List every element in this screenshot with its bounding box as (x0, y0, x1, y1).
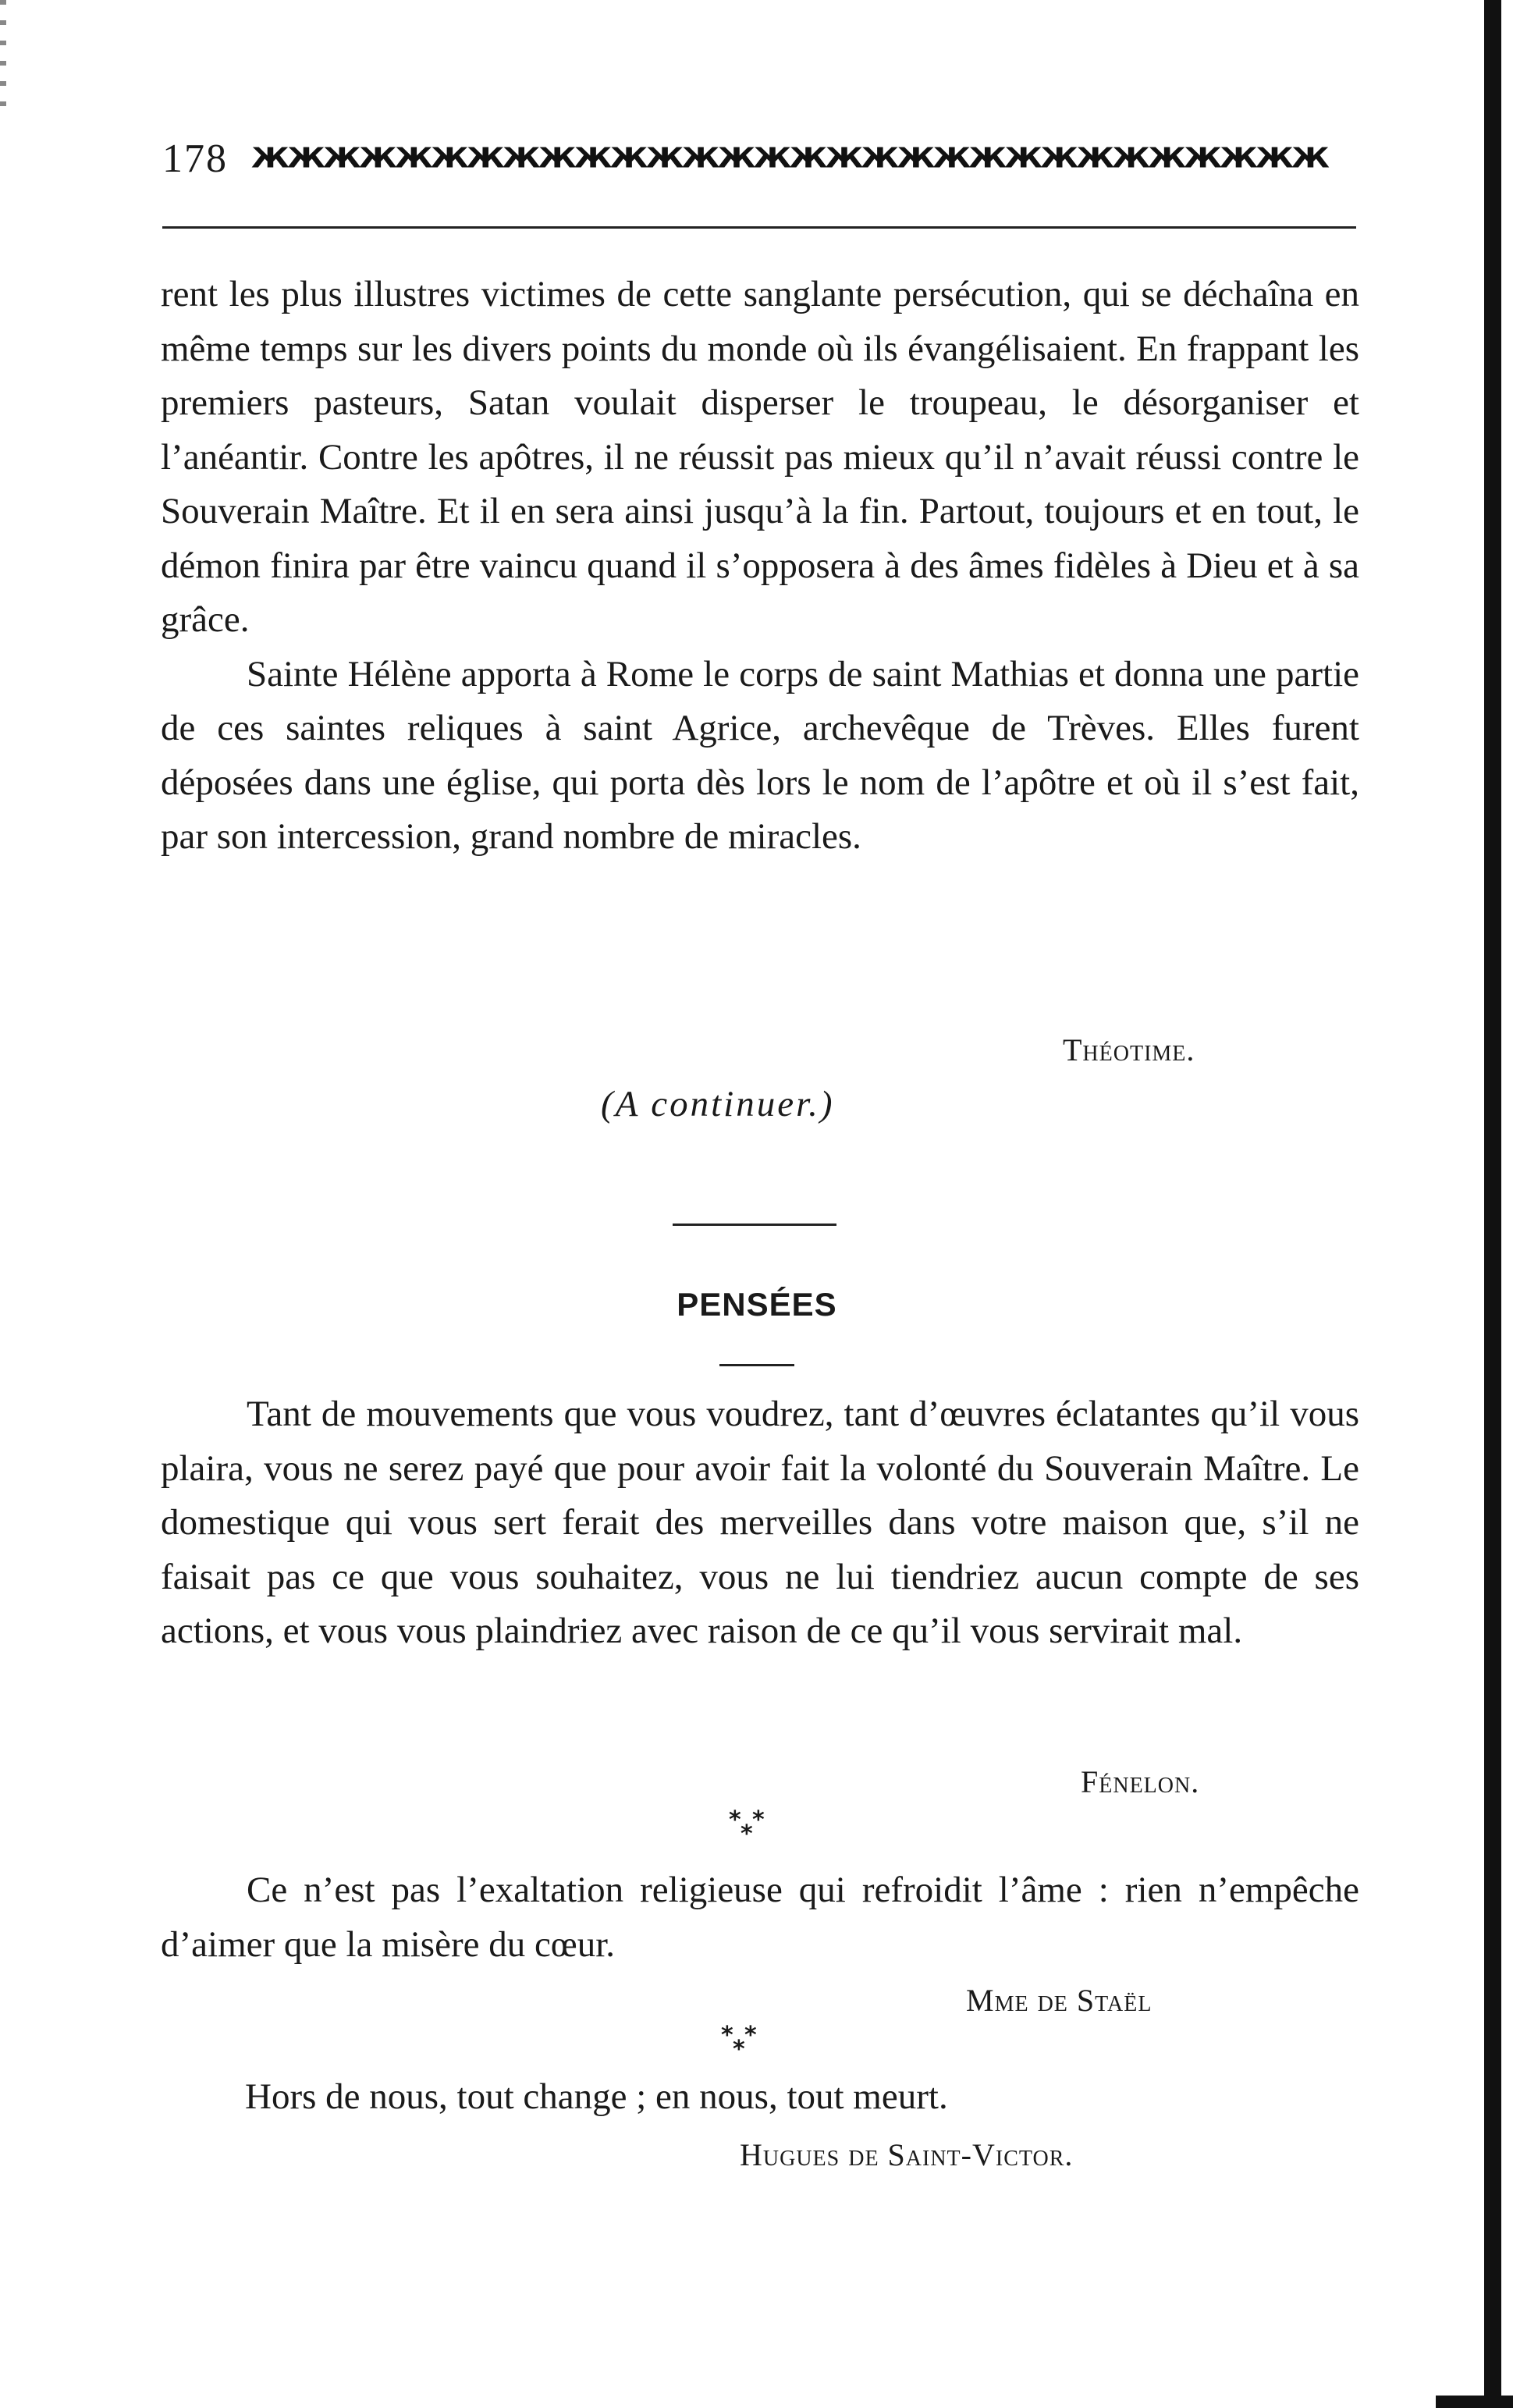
scan-bottom-edge (1436, 2396, 1513, 2408)
article-paragraph-1: rent les plus illustres victimes de cette sanglante persécution, qui se déchaîna en même temps sur les divers points du monde où ils évangélisaient. En frappant les premiers pasteurs, Satan voulait disperser le troupeau, le désorganiser et l’anéantir. Contre les apôtres, il ne réussit pas mieux qu’il n’avait réussi contre le Souverain Maître. Et il en sera ainsi jusqu’à la fin. Partout, toujours et en tout, le démon finira par être vaincu quand il s’opposera à des âmes fidèles à Dieu et à sa grâce. (161, 274, 1359, 640)
page-number: 178 (162, 136, 228, 181)
asterism-2: * * * (721, 2022, 757, 2063)
thought-2-author: Mme de Staël (966, 1983, 1153, 2018)
continue-note: (A continuer.) (601, 1084, 835, 1124)
title-underline (719, 1364, 794, 1366)
thought-3: Hors de nous, tout change ; en nous, tout meurt. (245, 2076, 948, 2117)
article-body (161, 268, 1359, 865)
thought-1-author: Fénelon. (1081, 1764, 1200, 1799)
scan-right-edge (1484, 0, 1501, 2408)
thought-2: Ce n’est pas l’exaltation religieuse qui refroidit l’âme : rien n’empêche d’aimer que la misère du cœur. (161, 1870, 1359, 1965)
article-paragraph-2: Sainte Hélène apporta à Rome le corps de saint Mathias et donna une partie de ces saintes reliques à saint Agrice, archevêque de Trèves. Elles furent déposées dans une église, qui porta dès lors le nom de l’apôtre et où il s’est fait, par son intercession, grand nombre de miracles. (161, 653, 1359, 857)
thought-1-body (161, 1387, 1359, 1659)
thought-2-body (161, 1863, 1359, 1972)
thought-1: Tant de mouvements que vous voudrez, tant d’œuvres éclatantes qu’il vous plaira, vous ne serez payé que pour avoir fait la volonté du Souverain Maître. Le domestique qui vous sert ferait des merveilles dans votre maison que, s’il ne faisait pas ce que vous souhaitez, vous ne lui tiendriez aucun compte de ses actions, et vous vous plaindriez avec raison de ce qu’il vous servirait mal. (161, 1394, 1359, 1651)
section-divider (673, 1224, 836, 1226)
running-head (162, 131, 1356, 186)
article-signature: Théotime. (1063, 1032, 1195, 1067)
asterism-1: * * * (729, 1806, 765, 1848)
section-title: PENSÉES (677, 1286, 837, 1323)
scan-left-edge (0, 0, 6, 117)
header-rule (162, 226, 1356, 229)
ornamental-title-band: ЖЖЖЖЖЖЖЖЖЖЖЖЖЖЖЖЖЖЖЖЖЖЖЖЖЖЖЖЖЖ (251, 144, 1327, 172)
thought-3-author: Hugues de Saint-Victor. (740, 2137, 1074, 2172)
